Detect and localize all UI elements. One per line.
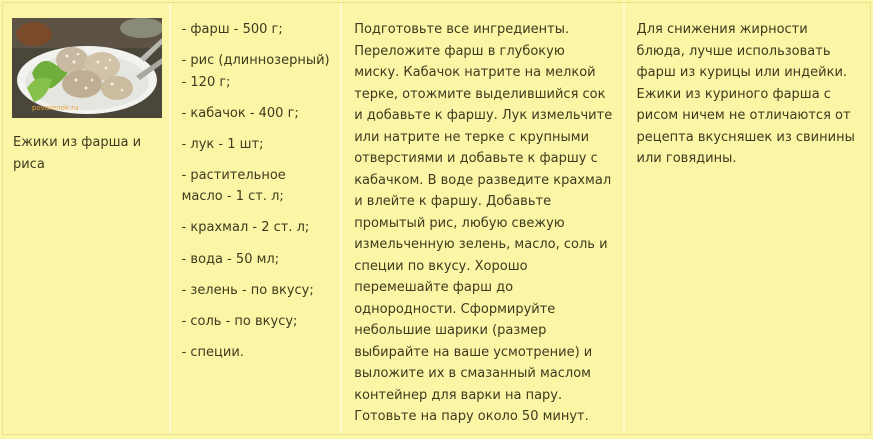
list-item: - фарш - 500 г; [181, 22, 283, 37]
tip-text: Для снижения жирности блюда, лучше использовать фарш из курицы или индейки. Ежики из куриного фарша с рисом ничем не отличаются от рецепта вкусняшек из свинины или говядины. [636, 22, 855, 166]
instructions-text: Подготовьте все ингредиенты. Переложите фарш в глубокую миску. Кабачок натрите на мелкой терке, отожмите выделившийся сок и добавьте к фаршу. Лук измельчите или натрите не терке с крупными отверстиями и добавьте к фаршу с кабачком. В воде разведите крахмал и влейте к фаршу. Добавьте промытый рис, любую свежую измельченную зелень, масло, соль и специи по вкусу. Хорошо перемешайте фарш до однородности. Сформируйте небольшие шарики (размер выбирайте на ваше усмотрение) и выложите их в смазанный маслом контейнер для варки на пару. Готовьте на пару около 50 минут. [354, 22, 613, 424]
hedgehog-meatballs-image [12, 18, 162, 118]
ingredients-list [182, 3, 331, 363]
watermark-text: povarenok.ru [32, 104, 79, 112]
list-item: - специи. [181, 344, 244, 360]
list-item: - рис (длиннозерный) - 120 г; [181, 53, 330, 90]
recipe-table [2, 2, 871, 435]
recipe-name: Ежики из фарша и риса [13, 135, 142, 172]
list-item: - кабачок - 400 г; [181, 105, 299, 121]
list-item: - крахмал - 2 ст. л; [181, 220, 310, 236]
recipe-photo-column [3, 3, 171, 434]
list-item: - вода - 50 мл; [181, 251, 280, 267]
list-item: - зелень - по вкусу; [181, 282, 314, 298]
list-item: - растительное масло - 1 ст. л; [181, 167, 286, 205]
instructions-column [342, 3, 624, 434]
tip-column [625, 3, 870, 434]
list-item: - соль - по вкусу; [181, 313, 298, 329]
ingredients-column [171, 3, 343, 434]
list-item: - лук - 1 шт; [181, 136, 264, 152]
recipe-photo[interactable] [12, 18, 162, 118]
